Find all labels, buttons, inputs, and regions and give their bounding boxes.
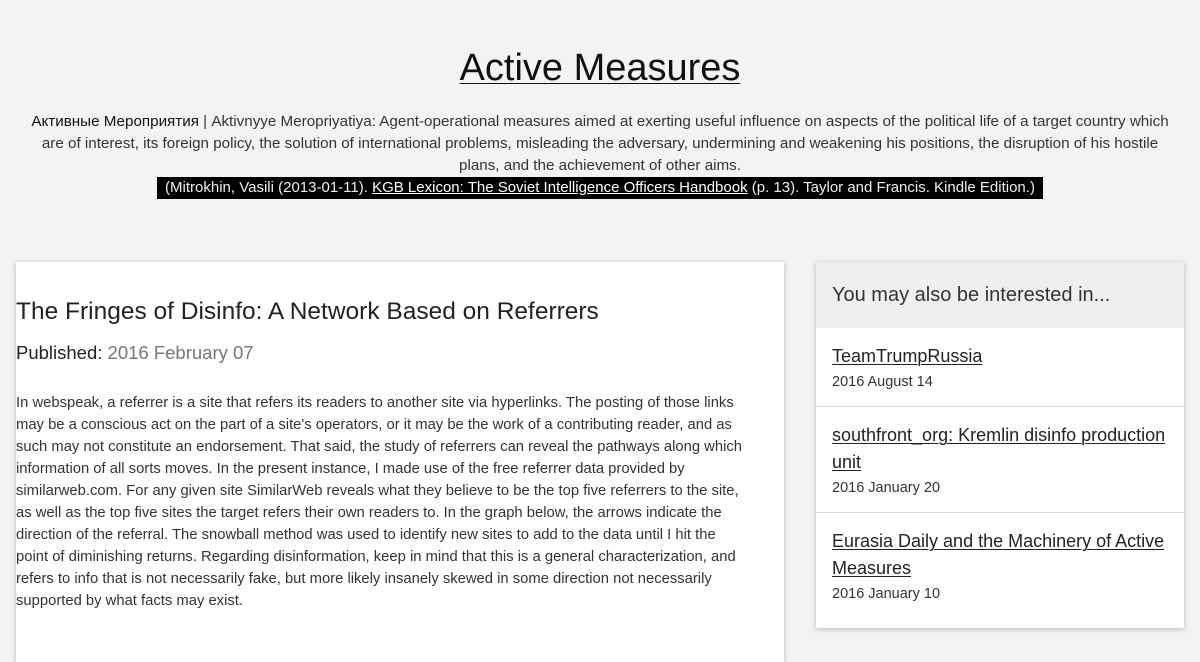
related-link[interactable]: southfront_org: Kremlin disinfo production unit bbox=[832, 425, 1166, 472]
sidebar-heading: You may also be interested in... bbox=[816, 262, 1184, 328]
citation-suffix: (p. 13). Taylor and Francis. Kindle Edition.) bbox=[747, 179, 1035, 196]
published-label: Published: bbox=[16, 342, 108, 363]
published-date: 2016 February 07 bbox=[107, 342, 254, 363]
citation-wrapper bbox=[0, 177, 1200, 199]
citation bbox=[157, 177, 1043, 199]
citation-prefix: (Mitrokhin, Vasili (2013-01-11). bbox=[165, 179, 373, 196]
related-item bbox=[816, 328, 1184, 407]
definition-block bbox=[22, 111, 1178, 177]
citation-book-link[interactable]: KGB Lexicon: The Soviet Intelligence Officers Handbook bbox=[372, 179, 748, 196]
definition-term: Активные Мероприятия bbox=[31, 113, 199, 130]
related-date: 2016 January 10 bbox=[832, 586, 941, 602]
related-item bbox=[816, 513, 1184, 618]
related-date: 2016 January 20 bbox=[832, 480, 941, 496]
definition-text: | Aktivnyye Meropriyatiya: Agent-operational measures aimed at exerting useful influence on aspects of the political life of a target country which are of interest, its foreign policy, the solution of international problems, misleading the adversary, undermining and weakening his positions, the disruption of his hostile plans, and the achievement of other aims. bbox=[41, 113, 1169, 174]
related-link[interactable]: TeamTrumpRussia bbox=[832, 346, 983, 366]
site-title-link[interactable]: Active Measures bbox=[459, 47, 741, 89]
related-item bbox=[816, 407, 1184, 513]
published-line bbox=[16, 340, 254, 366]
site-title bbox=[0, 44, 1200, 92]
related-link[interactable]: Eurasia Daily and the Machinery of Active Measures bbox=[832, 531, 1165, 578]
article-title: The Fringes of Disinfo: A Network Based on Referrers bbox=[16, 298, 599, 325]
article-body: In webspeak, a referrer is a site that refers its readers to another site via hyperlinks. The posting of those links may be a conscious act on the part of a site's operators, or it may be the work of a contributing reader, and as such may not constitute an endorsement. That said, the study of referrers can reveal the pathways along which information of all sorts moves. In the present instance, I made use of the free referrer data provided by similarweb.com. For any given site SimilarWeb reveals what they believe to be the top five referrers to the site, as well as the top five sites the target refers their own readers to. In the graph below, the arrows indicate the direction of the referral. The snowball method was used to identify new sites to add to the data until I hit the point of diminishing returns. Regarding disinformation, keep in mind that this is a general characterization, and refers to info that is not necessarily fake, but more likely insanely skewed in some direction not necessarily supported by what facts may exist. bbox=[16, 395, 742, 609]
related-sidebar bbox=[816, 262, 1184, 628]
related-date: 2016 August 14 bbox=[832, 374, 933, 390]
